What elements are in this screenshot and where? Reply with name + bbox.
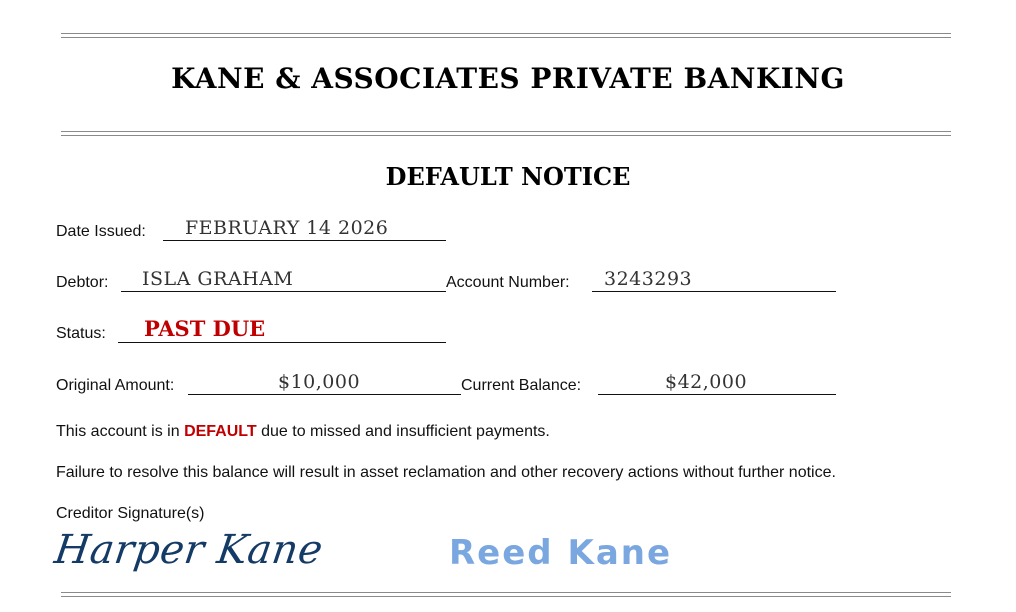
original-amount-label: Original Amount:: [56, 377, 175, 394]
debtor-label: Debtor:: [56, 274, 109, 291]
original-amount-value: $10,000: [278, 371, 361, 393]
account-number-field: [592, 266, 836, 292]
notice-title: DEFAULT NOTICE: [385, 162, 631, 191]
date-issued-label: Date Issued:: [56, 223, 146, 240]
debtor-field: [121, 266, 446, 292]
status-label: Status:: [56, 325, 106, 342]
top-divider: [61, 33, 951, 38]
account-number-value: 3243293: [604, 268, 693, 290]
status-field: [118, 317, 446, 343]
default-statement: [56, 423, 550, 441]
date-issued-field: [163, 215, 446, 241]
default-emphasis: DEFAULT: [184, 423, 257, 440]
signature-label: Creditor Signature(s): [56, 505, 205, 522]
date-issued-value: FEBRUARY 14 2026: [185, 217, 389, 239]
signature-harper-kane: Harper Kane: [51, 527, 326, 573]
current-balance-label: Current Balance:: [461, 377, 582, 394]
header-divider: [61, 131, 951, 136]
bottom-divider: [61, 592, 951, 597]
default-statement-pre: This account is in: [56, 423, 185, 440]
debtor-value: ISLA GRAHAM: [142, 268, 294, 290]
signature-reed-kane: Reed Kane: [449, 533, 673, 573]
current-balance-field: [598, 369, 836, 395]
bank-name-heading: KANE & ASSOCIATES PRIVATE BANKING: [171, 62, 845, 95]
current-balance-value: $42,000: [665, 371, 748, 393]
consequence-statement: Failure to resolve this balance will result in asset reclamation and other recovery actions without further notice.: [56, 464, 836, 481]
default-statement-post: due to missed and insufficient payments.: [256, 423, 550, 440]
original-amount-field: [188, 369, 461, 395]
status-value: PAST DUE: [144, 316, 266, 341]
account-number-label: Account Number:: [446, 274, 570, 291]
